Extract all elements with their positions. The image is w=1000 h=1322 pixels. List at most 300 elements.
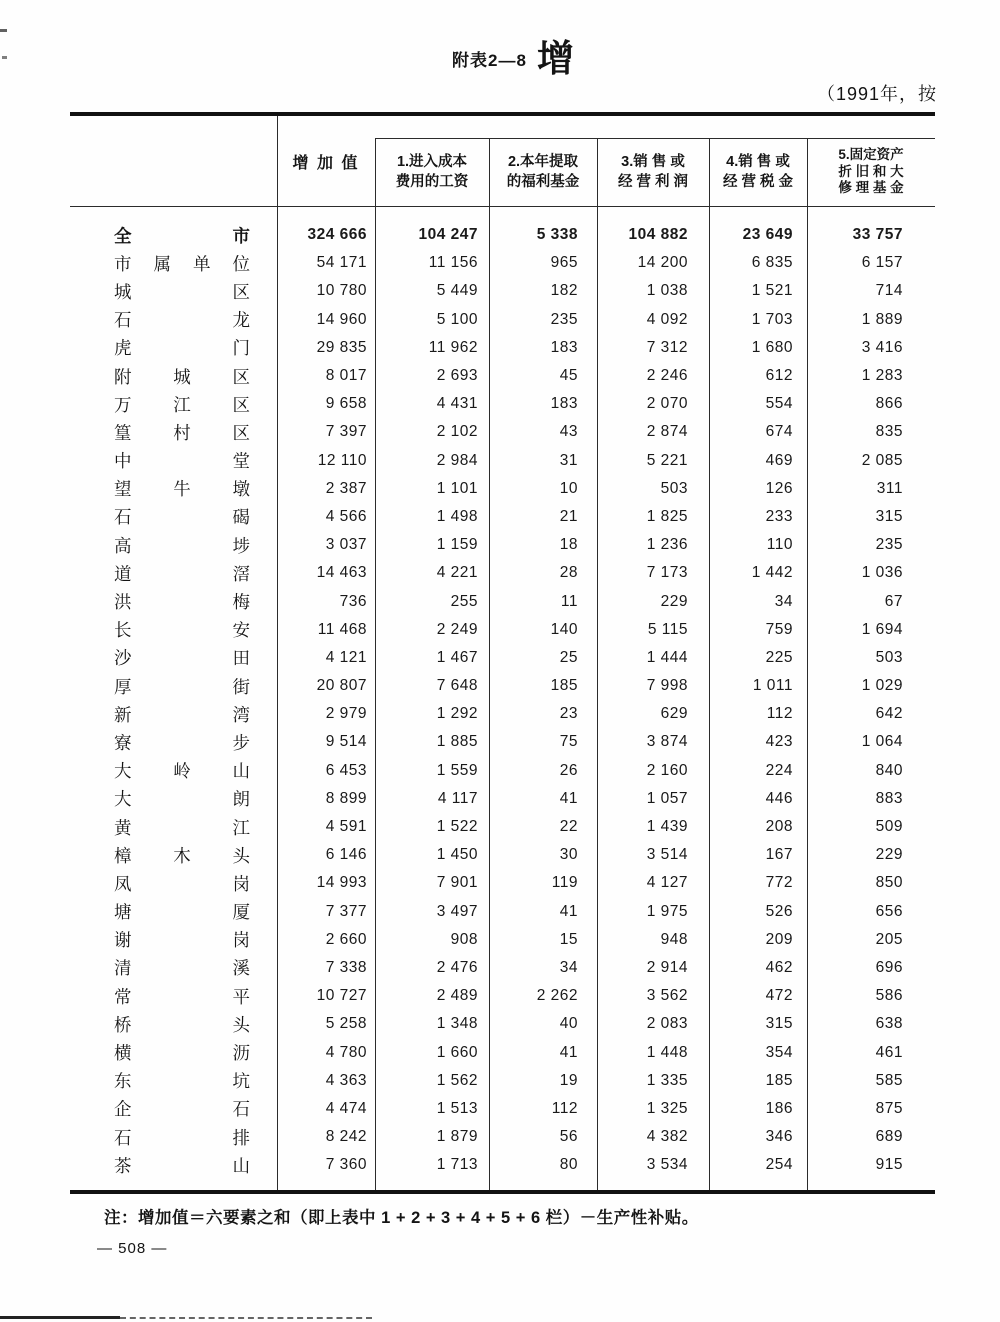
operating-tax-cell: 185 — [765, 1071, 793, 1089]
welfare-fund-cell: 19 — [559, 1071, 578, 1089]
region-name: 望牛墩 — [114, 479, 250, 500]
depreciation-fund-cell: 205 — [875, 930, 903, 948]
region-name: 厚街 — [114, 676, 250, 697]
region-name: 虎门 — [114, 338, 250, 359]
operating-tax-cell: 110 — [766, 536, 793, 554]
region-name-cell — [70, 1068, 277, 1093]
operating-profit-cell: 4 127 — [646, 874, 688, 892]
welfare-fund-cell: 965 — [550, 254, 578, 272]
welfare-fund-cell: 21 — [559, 507, 578, 525]
operating-profit-cell: 7 998 — [646, 677, 688, 695]
header-line: 费用的工资 — [395, 174, 469, 190]
region-name-cell — [70, 504, 277, 529]
operating-profit-cell: 503 — [660, 479, 688, 497]
welfare-fund-cell: 182 — [550, 282, 578, 300]
added-value-cell: 10 727 — [316, 987, 367, 1005]
depreciation-fund-cell: 503 — [875, 648, 903, 666]
operating-tax-cell: 526 — [765, 902, 793, 920]
operating-tax-cell: 612 — [765, 367, 793, 385]
welfare-fund-cell: 45 — [559, 367, 578, 385]
added-value-cell: 2 979 — [325, 705, 367, 723]
welfare-fund-cell: 119 — [551, 874, 578, 892]
table-row — [70, 700, 935, 728]
region-name-cell — [70, 476, 277, 501]
header-line: 经 营 税 金 — [722, 174, 794, 190]
operating-tax-cell: 446 — [765, 789, 793, 807]
operating-profit-cell: 1 825 — [646, 507, 688, 525]
added-value-cell: 54 171 — [316, 254, 367, 272]
wages-cell: 2 489 — [436, 987, 478, 1005]
welfare-fund-cell: 11 — [560, 592, 578, 610]
region-name-cell — [70, 702, 277, 727]
depreciation-fund-cell: 1 064 — [861, 733, 903, 751]
welfare-fund-cell: 18 — [559, 536, 578, 554]
operating-profit-cell: 1 335 — [646, 1071, 688, 1089]
header-col1-wages — [375, 138, 489, 206]
depreciation-fund-cell: 875 — [875, 1099, 903, 1117]
operating-profit-cell: 1 444 — [646, 648, 688, 666]
depreciation-fund-cell: 1 694 — [861, 620, 903, 638]
added-value-cell: 8 242 — [325, 1128, 367, 1146]
region-name: 凤岗 — [114, 873, 250, 894]
header-added-value: 增 加 值 — [292, 154, 360, 172]
wages-cell: 1 562 — [436, 1071, 478, 1089]
operating-profit-cell: 2 083 — [646, 1015, 688, 1033]
operating-tax-cell: 472 — [765, 987, 793, 1005]
operating-profit-cell: 2 874 — [646, 423, 688, 441]
region-name-cell — [70, 758, 277, 783]
depreciation-fund-cell: 689 — [875, 1128, 903, 1146]
wages-cell: 1 348 — [436, 1015, 478, 1033]
welfare-fund-cell: 112 — [551, 1099, 578, 1117]
scan-noise-mark — [2, 56, 7, 59]
added-value-cell: 4 566 — [325, 507, 367, 525]
wages-cell: 1 450 — [436, 846, 478, 864]
welfare-fund-cell: 26 — [559, 761, 578, 779]
welfare-fund-cell: 140 — [550, 620, 578, 638]
operating-profit-cell: 7 312 — [646, 338, 688, 356]
added-value-cell: 7 377 — [325, 902, 367, 920]
depreciation-fund-cell: 638 — [875, 1015, 903, 1033]
table-row — [70, 898, 935, 926]
region-name-cell — [70, 448, 277, 473]
region-name: 企石 — [114, 1099, 250, 1120]
wages-cell: 255 — [450, 592, 478, 610]
table-row — [70, 728, 935, 756]
table-row — [70, 616, 935, 644]
region-name: 大岭山 — [114, 761, 250, 782]
added-value-cell: 14 960 — [316, 310, 367, 328]
depreciation-fund-cell: 915 — [875, 1156, 903, 1174]
table-row — [70, 1123, 935, 1151]
added-value-cell: 324 666 — [307, 226, 367, 244]
operating-tax-cell: 1 703 — [751, 310, 793, 328]
table-row — [70, 644, 935, 672]
operating-tax-cell: 225 — [765, 648, 793, 666]
region-name-cell — [70, 307, 277, 332]
operating-profit-cell: 229 — [660, 592, 688, 610]
depreciation-fund-cell: 1 036 — [861, 564, 903, 582]
added-value-cell: 12 110 — [317, 451, 367, 469]
welfare-fund-cell: 31 — [559, 451, 578, 469]
depreciation-fund-cell: 714 — [875, 282, 903, 300]
depreciation-fund-cell: 642 — [875, 705, 903, 723]
wages-cell: 11 156 — [428, 254, 478, 272]
operating-tax-cell: 233 — [765, 507, 793, 525]
table-row — [70, 785, 935, 813]
welfare-fund-cell: 80 — [559, 1156, 578, 1174]
scan-noise-mark — [0, 29, 7, 32]
added-value-cell: 3 037 — [325, 536, 367, 554]
operating-tax-cell: 674 — [765, 423, 793, 441]
added-value-cell: 6 453 — [325, 761, 367, 779]
table-row — [70, 559, 935, 587]
wages-cell: 1 660 — [436, 1043, 478, 1061]
operating-tax-cell: 423 — [765, 733, 793, 751]
welfare-fund-cell: 41 — [559, 789, 578, 807]
welfare-fund-cell: 75 — [559, 733, 578, 751]
operating-tax-cell: 126 — [765, 479, 793, 497]
wages-cell: 11 962 — [428, 338, 478, 356]
region-name-cell — [70, 364, 277, 389]
operating-profit-cell: 3 874 — [646, 733, 688, 751]
bottom-edge-mark — [0, 1316, 120, 1319]
wages-cell: 908 — [450, 930, 478, 948]
operating-tax-cell: 6 835 — [751, 254, 793, 272]
added-value-cell: 29 835 — [316, 338, 367, 356]
table-row — [70, 926, 935, 954]
region-name: 长安 — [114, 620, 250, 641]
operating-profit-cell: 3 534 — [646, 1156, 688, 1174]
operating-tax-cell: 1 442 — [751, 564, 793, 582]
region-name-cell — [70, 730, 277, 755]
region-name-cell — [70, 843, 277, 868]
operating-tax-cell: 1 521 — [751, 282, 793, 300]
added-value-cell: 9 514 — [325, 733, 367, 751]
page-title: 增 — [537, 38, 574, 79]
added-value-cell: 11 468 — [317, 620, 367, 638]
depreciation-fund-cell: 229 — [875, 846, 903, 864]
table-number-label: 附表2—8 — [452, 51, 527, 70]
operating-profit-cell: 1 057 — [646, 789, 688, 807]
welfare-fund-cell: 22 — [559, 818, 578, 836]
wages-cell: 2 102 — [436, 423, 478, 441]
depreciation-fund-cell: 1 283 — [861, 367, 903, 385]
region-name-cell — [70, 899, 277, 924]
depreciation-fund-cell: 656 — [875, 902, 903, 920]
added-value-cell: 4 363 — [325, 1071, 367, 1089]
operating-profit-cell: 4 382 — [646, 1128, 688, 1146]
header-col4-operating-tax — [709, 138, 807, 206]
operating-tax-cell: 23 649 — [742, 226, 793, 244]
region-name-cell — [70, 786, 277, 811]
operating-tax-cell: 224 — [765, 761, 793, 779]
welfare-fund-cell: 2 262 — [536, 987, 578, 1005]
region-name: 沙田 — [114, 648, 250, 669]
table-row — [70, 954, 935, 982]
depreciation-fund-cell: 3 416 — [861, 338, 903, 356]
operating-profit-cell: 104 882 — [628, 226, 688, 244]
added-value-cell: 8 899 — [325, 789, 367, 807]
operating-profit-cell: 3 562 — [646, 987, 688, 1005]
operating-profit-cell: 1 439 — [646, 818, 688, 836]
region-name: 高埗 — [114, 535, 250, 556]
region-name-cell — [70, 1096, 277, 1121]
welfare-fund-cell: 10 — [559, 479, 578, 497]
wages-cell: 2 693 — [436, 367, 478, 385]
operating-tax-cell: 186 — [765, 1099, 793, 1117]
region-name: 常平 — [114, 986, 250, 1007]
operating-profit-cell: 2 914 — [646, 958, 688, 976]
region-name: 市属单位 — [114, 253, 250, 274]
wages-cell: 4 117 — [437, 789, 478, 807]
wages-cell: 1 467 — [436, 648, 478, 666]
region-name: 清溪 — [114, 958, 250, 979]
region-name-cell — [70, 1040, 277, 1065]
operating-profit-cell: 2 070 — [646, 395, 688, 413]
table-row — [70, 390, 935, 418]
region-name-cell — [70, 533, 277, 558]
header-col5-depreciation-fund — [807, 138, 935, 206]
region-name: 塘厦 — [114, 902, 250, 923]
header-col3-operating-profit — [597, 138, 709, 206]
region-name-cell — [70, 1012, 277, 1037]
header-line: 经 营 利 润 — [617, 174, 689, 190]
table-row — [70, 362, 935, 390]
operating-tax-cell: 209 — [765, 930, 793, 948]
wages-cell: 1 159 — [436, 536, 478, 554]
table-row — [70, 587, 935, 615]
region-name: 石排 — [114, 1127, 250, 1148]
wages-cell: 1 498 — [436, 507, 478, 525]
region-name: 中堂 — [114, 451, 250, 472]
header-line: 的福利基金 — [506, 174, 580, 190]
operating-profit-cell: 1 038 — [646, 282, 688, 300]
region-name-cell — [70, 984, 277, 1009]
header-line: 修 理 基 金 — [838, 180, 904, 196]
table-row — [70, 334, 935, 362]
wages-cell: 4 221 — [436, 564, 478, 582]
wages-cell: 1 292 — [436, 705, 478, 723]
depreciation-fund-cell: 315 — [875, 507, 903, 525]
table-header — [70, 116, 935, 206]
added-value-cell: 20 807 — [316, 677, 367, 695]
welfare-fund-cell: 15 — [559, 930, 578, 948]
welfare-fund-cell: 5 338 — [536, 226, 578, 244]
table-row — [70, 757, 935, 785]
operating-tax-cell: 554 — [765, 395, 793, 413]
wages-cell: 1 101 — [436, 479, 478, 497]
operating-tax-cell: 462 — [765, 958, 793, 976]
welfare-fund-cell: 41 — [559, 902, 578, 920]
operating-tax-cell: 759 — [765, 620, 793, 638]
operating-tax-cell: 469 — [765, 451, 793, 469]
operating-tax-cell: 208 — [765, 818, 793, 836]
added-value-cell: 4 121 — [325, 648, 367, 666]
added-value-cell: 7 397 — [325, 423, 367, 441]
added-value-cell: 14 463 — [316, 564, 367, 582]
region-name: 石龙 — [114, 310, 250, 331]
welfare-fund-cell: 43 — [559, 423, 578, 441]
depreciation-fund-cell: 1 029 — [861, 677, 903, 695]
operating-tax-cell: 772 — [765, 874, 793, 892]
region-name: 全市 — [114, 225, 250, 246]
wages-cell: 7 901 — [436, 874, 478, 892]
table-row — [70, 475, 935, 503]
region-name: 横沥 — [114, 1043, 250, 1064]
operating-profit-cell: 4 092 — [646, 310, 688, 328]
table-row — [70, 531, 935, 559]
region-name: 城区 — [114, 281, 250, 302]
operating-profit-cell: 948 — [660, 930, 688, 948]
table-row — [70, 1095, 935, 1123]
footnote: 注：增加值＝六要素之和（即上表中 1 + 2 + 3 + 4 + 5 + 6 栏）－生产性补贴。 — [104, 1209, 699, 1227]
page-number: — 508 — — [97, 1240, 168, 1257]
header-line: 4.销 售 或 — [726, 153, 790, 170]
region-name-cell — [70, 589, 277, 614]
wages-cell: 5 100 — [436, 310, 478, 328]
region-name-cell — [70, 617, 277, 642]
region-name: 大朗 — [114, 789, 250, 810]
added-value-cell: 6 146 — [325, 846, 367, 864]
wages-cell: 1 885 — [436, 733, 478, 751]
region-name: 石碣 — [114, 507, 250, 528]
region-name: 附城区 — [114, 366, 250, 387]
added-value-cell: 736 — [339, 592, 367, 610]
depreciation-fund-cell: 840 — [875, 761, 903, 779]
depreciation-fund-cell: 866 — [875, 395, 903, 413]
welfare-fund-cell: 25 — [559, 648, 578, 666]
table-row — [70, 447, 935, 475]
operating-profit-cell: 1 325 — [646, 1099, 688, 1117]
table-row — [70, 1151, 935, 1179]
depreciation-fund-cell: 6 157 — [861, 254, 903, 272]
operating-profit-cell: 7 173 — [646, 564, 688, 582]
wages-cell: 2 249 — [436, 620, 478, 638]
region-name-cell — [70, 335, 277, 360]
operating-tax-cell: 34 — [774, 592, 793, 610]
region-name: 寮步 — [114, 732, 250, 753]
added-value-cell: 14 993 — [316, 874, 367, 892]
region-name-cell — [70, 815, 277, 840]
region-name: 新湾 — [114, 704, 250, 725]
operating-profit-cell: 1 236 — [646, 536, 688, 554]
welfare-fund-cell: 40 — [559, 1015, 578, 1033]
region-name-cell — [70, 645, 277, 670]
region-name-cell — [70, 251, 277, 276]
depreciation-fund-cell: 586 — [875, 987, 903, 1005]
added-value-cell: 7 338 — [325, 958, 367, 976]
region-name: 茶山 — [114, 1155, 250, 1176]
region-name-cell — [70, 420, 277, 445]
table-row — [70, 813, 935, 841]
region-name: 谢岗 — [114, 930, 250, 951]
table-row — [70, 418, 935, 446]
depreciation-fund-cell: 67 — [884, 592, 903, 610]
operating-profit-cell: 2 160 — [646, 761, 688, 779]
added-value-cell: 10 780 — [316, 282, 367, 300]
wages-cell: 1 522 — [436, 818, 478, 836]
table-row — [70, 982, 935, 1010]
region-name-cell — [70, 871, 277, 896]
depreciation-fund-cell: 883 — [875, 789, 903, 807]
wages-cell: 104 247 — [418, 226, 478, 244]
welfare-fund-cell: 23 — [559, 705, 578, 723]
welfare-fund-cell: 185 — [550, 677, 578, 695]
depreciation-fund-cell: 461 — [875, 1043, 903, 1061]
depreciation-fund-cell: 33 757 — [852, 226, 903, 244]
region-name-cell — [70, 223, 277, 248]
region-name: 东坑 — [114, 1071, 250, 1092]
operating-tax-cell: 354 — [765, 1043, 793, 1061]
depreciation-fund-cell: 2 085 — [861, 451, 903, 469]
depreciation-fund-cell: 509 — [875, 818, 903, 836]
wages-cell: 1 713 — [436, 1156, 478, 1174]
table-row — [70, 1067, 935, 1095]
wages-cell: 4 431 — [436, 395, 478, 413]
depreciation-fund-cell: 1 889 — [861, 310, 903, 328]
added-value-cell: 2 660 — [325, 930, 367, 948]
region-name: 黄江 — [114, 817, 250, 838]
depreciation-fund-cell: 696 — [875, 958, 903, 976]
operating-profit-cell: 629 — [660, 705, 688, 723]
wages-cell: 5 449 — [436, 282, 478, 300]
wages-cell: 2 476 — [436, 958, 478, 976]
region-name-cell — [70, 955, 277, 980]
region-name-cell — [70, 392, 277, 417]
table-row — [70, 277, 935, 305]
wages-cell: 1 513 — [436, 1099, 478, 1117]
added-value-cell: 2 387 — [325, 479, 367, 497]
depreciation-fund-cell: 585 — [875, 1071, 903, 1089]
header-line: 1.进入成本 — [396, 153, 468, 170]
operating-profit-cell: 5 115 — [647, 620, 688, 638]
operating-tax-cell: 346 — [765, 1128, 793, 1146]
table-row — [70, 869, 935, 897]
welfare-fund-cell: 34 — [559, 958, 578, 976]
region-name-cell — [70, 674, 277, 699]
region-name: 道滘 — [114, 563, 250, 584]
welfare-fund-cell: 30 — [559, 846, 578, 864]
added-value-cell: 4 591 — [325, 818, 367, 836]
region-name-cell — [70, 279, 277, 304]
table-row — [70, 1010, 935, 1038]
operating-tax-cell: 1 680 — [751, 338, 793, 356]
table-body — [70, 207, 935, 1190]
region-name: 万江区 — [114, 394, 250, 415]
added-value-cell: 4 474 — [325, 1099, 367, 1117]
welfare-fund-cell: 183 — [550, 338, 578, 356]
operating-tax-cell: 315 — [765, 1015, 793, 1033]
region-name: 桥头 — [114, 1014, 250, 1035]
operating-profit-cell: 14 200 — [637, 254, 688, 272]
welfare-fund-cell: 28 — [559, 564, 578, 582]
region-name-cell — [70, 1125, 277, 1150]
region-name-cell — [70, 1153, 277, 1178]
region-name-cell — [70, 561, 277, 586]
operating-tax-cell: 167 — [765, 846, 793, 864]
wages-cell: 1 559 — [436, 761, 478, 779]
table-row — [70, 503, 935, 531]
region-name: 洪梅 — [114, 592, 250, 613]
welfare-fund-cell: 56 — [559, 1128, 578, 1146]
region-name-cell — [70, 927, 277, 952]
welfare-fund-cell: 183 — [550, 395, 578, 413]
table-row — [70, 841, 935, 869]
operating-profit-cell: 5 221 — [646, 451, 688, 469]
header-col2-welfare-fund — [489, 138, 597, 206]
header-line: 3.销 售 或 — [621, 153, 685, 170]
